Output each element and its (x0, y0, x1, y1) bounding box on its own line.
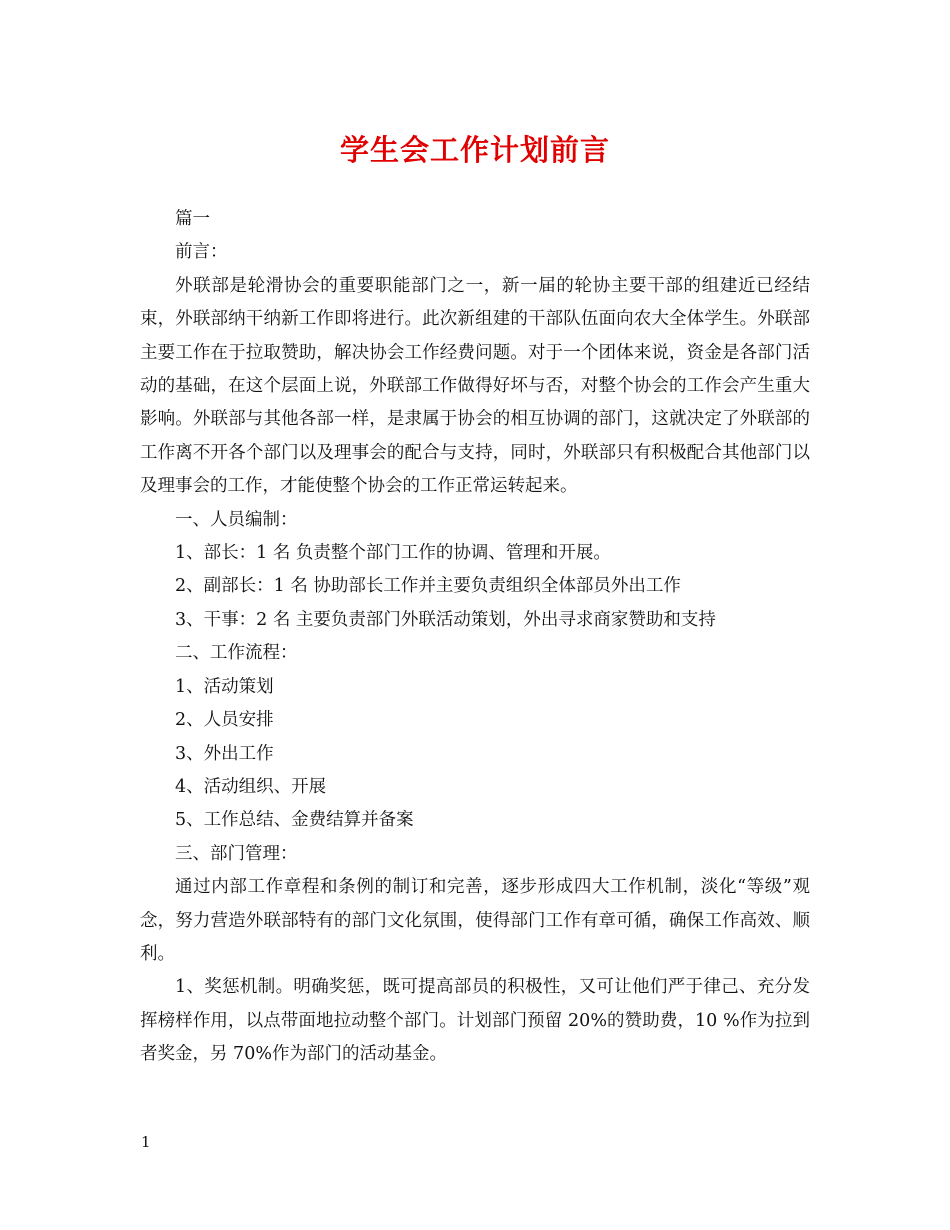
page-number: 1 (141, 1133, 151, 1151)
document-title: 学生会工作计划前言 (339, 133, 610, 167)
paragraph-management-heading: 三、部门管理： (175, 843, 298, 864)
paragraph-management-intro: 通过内部工作章程和条例的制订和完善，逐步形成四大工作机制，淡化“等级”观念，努力营造外联部特有的部门文化氛围，使得部门工作有章可循，确保工作高效、顺利。 (140, 877, 810, 964)
paragraph-staffing-item: 2、副部长：1 名 协助部长工作并主要负责组织全体部员外出工作 (175, 576, 681, 597)
paragraph-intro: 外联部是轮滑协会的重要职能部门之一，新一届的轮协主要干部的组建近已经结束，外联部纳干纳新工作即将进行。此次新组建的干部队伍面向农大全体学生。外联部主要工作在于拉取赞助，解决协会工作经费问题。对于一个团体来说，资金是各部门活动的基础，在这个层面上说，外联部工作做得好坏与否，对整个协会的工作会产生重大影响。外联部与其他各部一样，是隶属于协会的相互协调的部门，这就决定了外联部的工作离不开各个部门以及理事会的配合与支持，同时，外联部只有积极配合其他部门以及理事会的工作，才能使整个协会的工作正常运转起来。 (140, 275, 810, 497)
paragraph-section-label: 篇一 (175, 209, 210, 229)
paragraph-incentive-mechanism: 1、奖惩机制。明确奖惩，既可提高部员的积极性，又可让他们严于律己、充分发挥榜样作用，以点带面地拉动整个部门。计划部门预留 20%的赞助费，10 %作为拉到者奖金，另 70%作为部门的活动基金。 (140, 977, 810, 1065)
paragraph-workflow-heading: 二、工作流程： (175, 643, 298, 664)
paragraph-workflow-item: 1、活动策划 (175, 676, 274, 697)
paragraph-staffing-heading: 一、人员编制： (175, 509, 298, 530)
paragraph-staffing-item: 1、部长：1 名 负责整个部门工作的协调、管理和开展。 (175, 543, 611, 564)
document-body (140, 203, 810, 1072)
paragraph-preface-heading: 前言： (175, 242, 228, 263)
paragraph-workflow-item: 2、人员安排 (175, 710, 274, 731)
paragraph-workflow-item: 5、工作总结、金费结算并备案 (175, 810, 414, 831)
paragraph-workflow-item: 4、活动组织、开展 (175, 776, 327, 797)
paragraph-staffing-item: 3、干事：2 名 主要负责部门外联活动策划，外出寻求商家赞助和支持 (175, 609, 716, 630)
paragraph-workflow-item: 3、外出工作 (175, 743, 274, 764)
